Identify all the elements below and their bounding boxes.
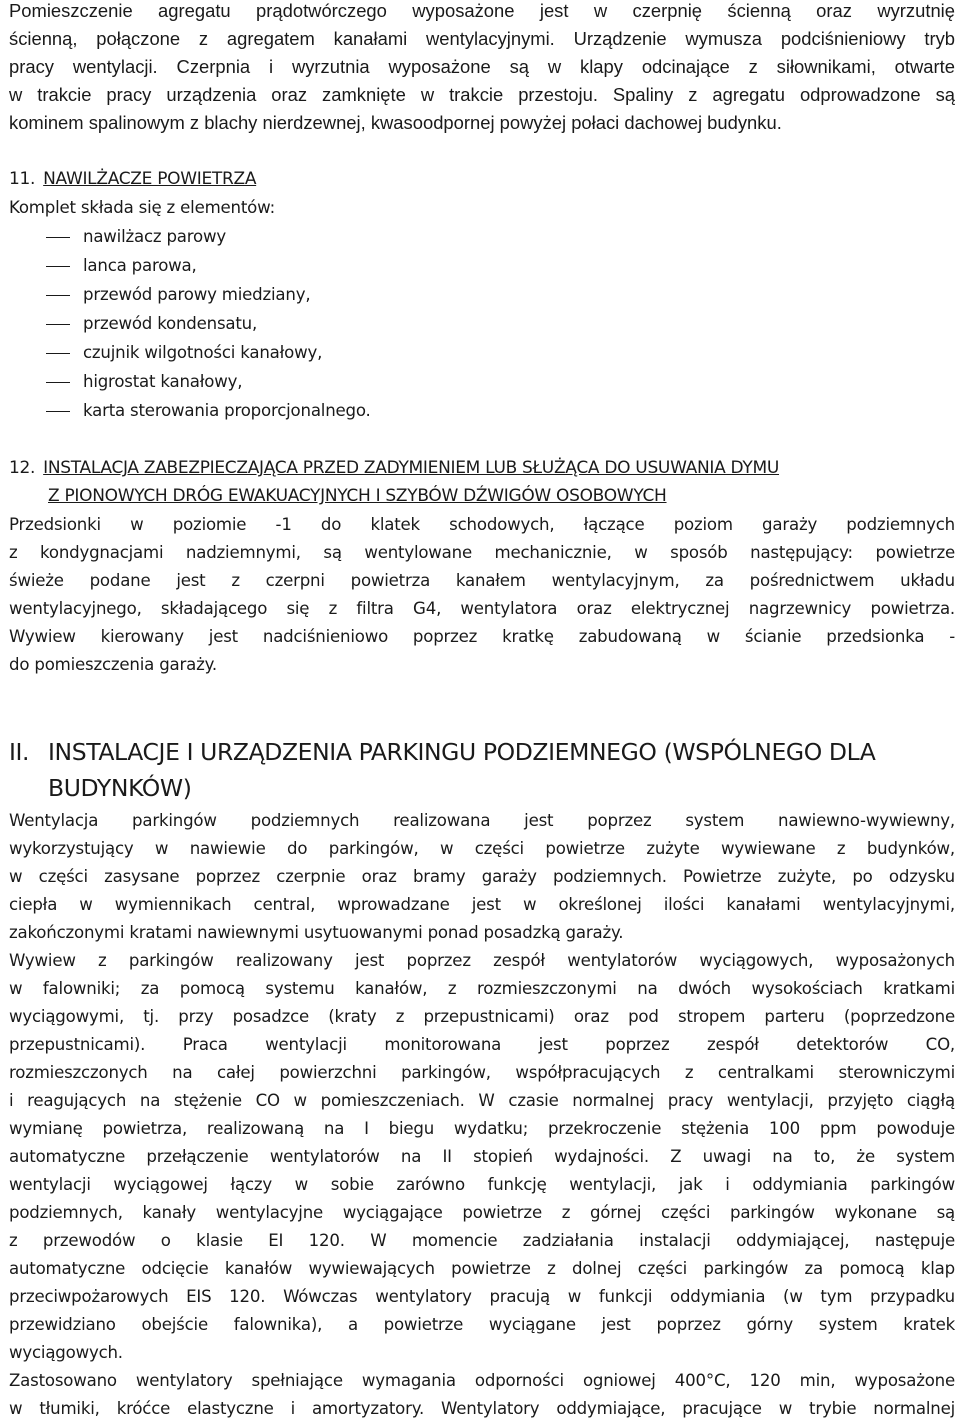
text-line: Wywiew kierowany jest nadciśnieniowo poprzez kratkę zabudowaną w ścianie przedsionka - xyxy=(9,627,955,646)
dash-bullet xyxy=(46,237,70,238)
text-line: wentylacji wyciągowej łączy w sobie zarówno funkcję wentylacji, jak i oddymiania parkingów xyxy=(9,1175,955,1194)
dash-bullet xyxy=(46,411,70,412)
text-line: w tłumiki, króćce elastyczne i amortyzatory. Wentylatory oddymiające, pracujące w trybie normalnej xyxy=(9,1399,955,1418)
text-line: w falowniki; za pomocą systemu kanałów, z rozmieszczonymi na dwóch wysokościach kratkami xyxy=(9,979,955,998)
text-line: pracy wentylacji. Czerpnia i wyrzutnia wyposażone są w klapy odcinające z siłownikami, otwarte xyxy=(9,56,955,77)
text-line: ciepła w wymiennikach central, wprowadzane jest w określonej ilości kanałami wentylacyjnymi, xyxy=(9,895,955,914)
list-item: przewód parowy miedziany, xyxy=(83,285,311,304)
dash-bullet xyxy=(46,295,70,296)
text-line: automatyczne odcięcie kanałów wywiewających powietrze z dolnej części parkingów za pomocą klap xyxy=(9,1259,955,1278)
section-heading xyxy=(9,454,955,482)
section-number: 12. xyxy=(9,458,36,478)
text-line: automatyczne przełączenie wentylatorów na II stopień wydajności. Z uwagi na to, że system xyxy=(9,1147,955,1166)
text-line: kominem spalinowym z blachy nierdzewnej, kwasoodpornej powyżej połaci dachowej budynku. xyxy=(9,112,782,133)
text-line: i reagujących na stężenie CO w pomieszczeniach. W czasie normalnej pracy wentylacji, przyjęto ciągłą xyxy=(9,1091,955,1110)
text-line: w części zasysane poprzez czerpnie oraz bramy garaży podziemnych. Powietrze zużyte, po odzysku xyxy=(9,867,955,886)
text-line: Wywiew z parkingów realizowany jest poprzez zespół wentylatorów wyciągowych, wyposażonych xyxy=(9,951,955,970)
text-line: wyciągowych. xyxy=(9,1343,123,1362)
section-title: INSTALACJA ZABEZPIECZAJĄCA PRZED ZADYMIENIEM LUB SŁUŻĄCA DO USUWANIA DYMU xyxy=(43,458,780,478)
section-title-continued: Z PIONOWYCH DRÓG EWAKUACYJNYCH I SZYBÓW DŹWIGÓW OSOBOWYCH xyxy=(48,486,667,506)
text-line: wyciągowymi, tj. przy posadzce (kraty z przepustnicami) oraz pod stropem parteru (poprzedzone xyxy=(9,1007,955,1026)
list-item: nawilżacz parowy xyxy=(83,227,226,246)
text-line: świeże podane jest z czerpni powietrza kanałem wentylacyjnym, za pośrednictwem układu xyxy=(9,571,955,590)
text-line: z przewodów o klasie EI 120. W momencie zadziałania instalacji oddymiającej, następuje xyxy=(9,1231,955,1250)
list-intro: Komplet składa się z elementów: xyxy=(9,198,275,217)
section-heading xyxy=(9,165,955,193)
text-line: w trakcie pracy urządzenia oraz zamknięte w trakcie przestoju. Spaliny z agregatu odprowadzone są xyxy=(9,84,955,105)
text-line: przeciwpożarowych EIS 120. Wówczas wentylatory pracują w funkcji oddymiania (w tym przypadku xyxy=(9,1287,955,1306)
text-line: rozmieszczonych na całej powierzchni parkingów, współpracujących z centralkami sterowniczymi xyxy=(9,1063,955,1082)
list-item: przewód kondensatu, xyxy=(83,314,258,333)
section-number: 11. xyxy=(9,169,36,189)
dash-bullet xyxy=(46,324,70,325)
list-item: lanca parowa, xyxy=(83,256,197,275)
text-line: ścienną, połączone z agregatem kanałami wentylacyjnymi. Urządzenie wymusza podciśnieniowy tryb xyxy=(9,28,955,49)
text-line: Pomieszczenie agregatu prądotwórczego wyposażone jest w czerpnię ścienną oraz wyrzutnię xyxy=(9,0,955,21)
text-line: wentylacyjnego, składającego się z filtra G4, wentylatora oraz elektrycznej nagrzewnicy powietrza. xyxy=(9,599,955,618)
text-line: Wentylacja parkingów podziemnych realizowana jest poprzez system nawiewno-wywiewny, xyxy=(9,811,955,830)
text-line: podziemnych, kanały wentylacyjne wyciągające powietrze z górnej części parkingów wykonane są xyxy=(9,1203,955,1222)
list-item: karta sterowania proporcjonalnego. xyxy=(83,401,371,420)
text-line: Przedsionki w poziomie -1 do klatek schodowych, łączące poziom garaży podziemnych xyxy=(9,515,955,534)
dash-bullet xyxy=(46,353,70,354)
text-line: do pomieszczenia garaży. xyxy=(9,655,217,674)
dash-bullet xyxy=(46,382,70,383)
text-line: przepustnicami). Praca wentylacji monitorowana jest poprzez zespół detektorów CO, xyxy=(9,1035,955,1054)
text-line: wykorzystujący w nawiewie do parkingów, w części powietrze zużyte wywiewane z budynków, xyxy=(9,839,955,858)
text-line: przewidziano obejście falownika), a powietrze wyciągane jest poprzez górny system kratek xyxy=(9,1315,955,1334)
text-line: wymianę powietrza, realizowaną na I biegu wydatku; przekroczenie stężenia 100 ppm powoduje xyxy=(9,1119,955,1138)
section-title: INSTALACJE I URZĄDZENIA PARKINGU PODZIEMNEGO (WSPÓLNEGO DLA xyxy=(48,738,876,766)
text-line: Zastosowano wentylatory spełniające wymagania odporności ogniowej 400°C, 120 min, wyposażone xyxy=(9,1371,955,1390)
list-item: higrostat kanałowy, xyxy=(83,372,243,391)
list-item: czujnik wilgotności kanałowy, xyxy=(83,343,323,362)
section-title: NAWILŻACZE POWIETRZA xyxy=(43,169,257,189)
dash-bullet xyxy=(46,266,70,267)
section-title-continued: BUDYNKÓW) xyxy=(48,774,192,802)
text-line: z kondygnacjami nadziemnymi, są wentylowane mechanicznie, w sposób następujący: powietrze xyxy=(9,543,955,562)
text-line: zakończonymi kratami nawiewnymi usytuowanymi ponad posadzką garaży. xyxy=(9,923,624,942)
section-number: II. xyxy=(9,738,30,766)
